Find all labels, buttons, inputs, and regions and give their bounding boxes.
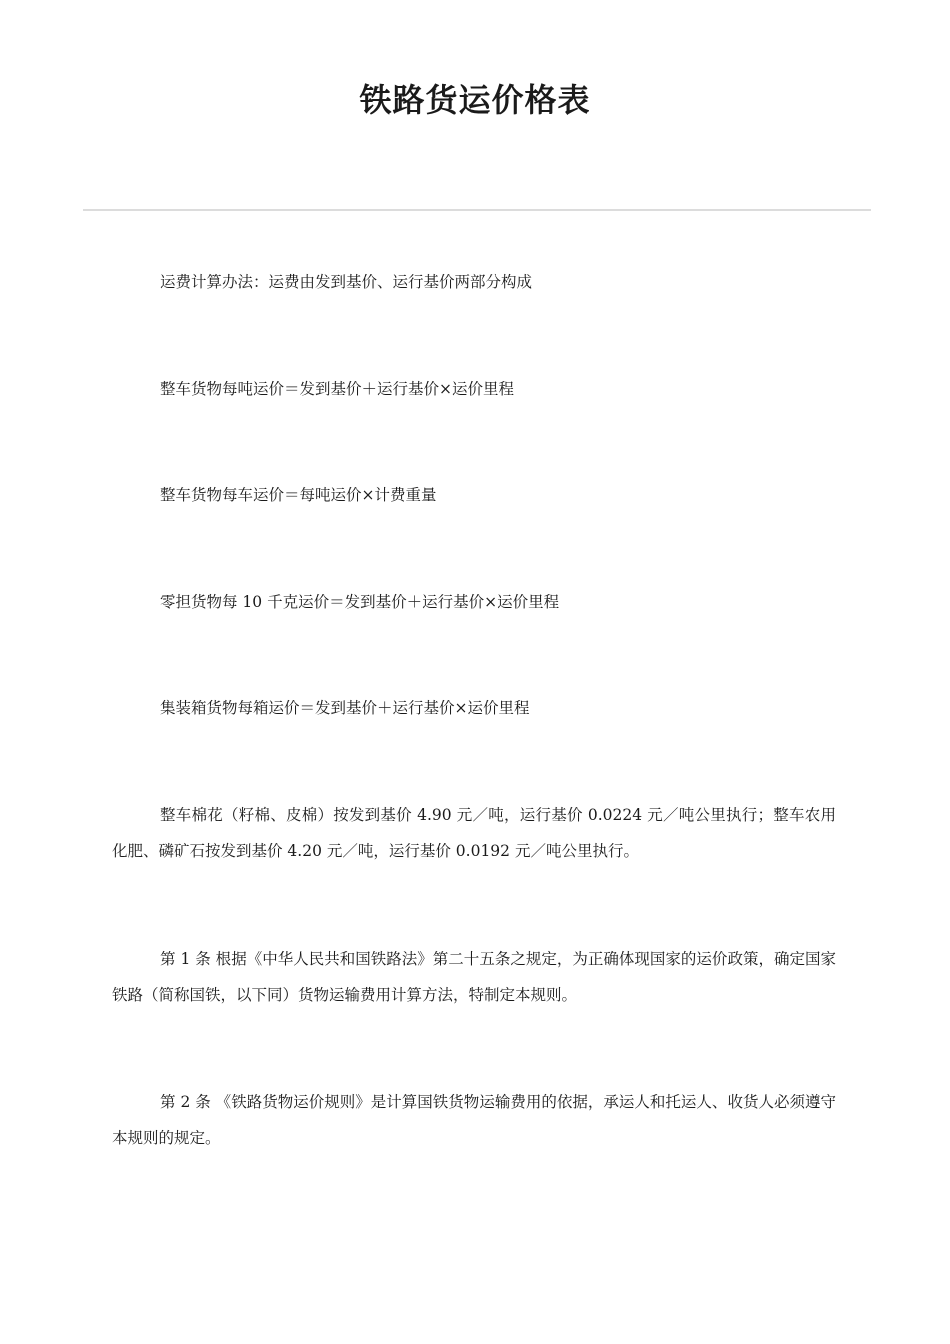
paragraph-article-1: 第 1 条 根据《中华人民共和国铁路法》第二十五条之规定，为正确体现国家的运价政策，确定国家铁路（简称国铁，以下同）货物运输费用计算方法，特制定本规则。 [112, 950, 836, 1004]
paragraph-carload-per-car: 整车货物每车运价＝每吨运价×计费重量 [160, 486, 437, 504]
document-title: 铁路货运价格表 [359, 81, 591, 119]
paragraph-calculation-method: 运费计算办法：运费由发到基价、运行基价两部分构成 [160, 273, 533, 291]
title-divider [83, 209, 871, 211]
paragraph-article-2: 第 2 条 《铁路货物运价规则》是计算国铁货物运输费用的依据，承运人和托运人、收货人必须遵守本规则的规定。 [112, 1093, 836, 1147]
paragraph-container-per-box: 集装箱货物每箱运价＝发到基价＋运行基价×运价里程 [160, 699, 530, 717]
paragraph-special-rates: 整车棉花（籽棉、皮棉）按发到基价 4.90 元／吨，运行基价 0.0224 元／吨公里执行；整车农用化肥、磷矿石按发到基价 4.20 元／吨，运行基价 0.0192 元／吨公里执行。 [112, 806, 836, 860]
paragraph-carload-per-ton: 整车货物每吨运价＝发到基价＋运行基价×运价里程 [160, 380, 514, 398]
paragraph-lcl-per-10kg: 零担货物每 10 千克运价＝发到基价＋运行基价×运价里程 [160, 593, 560, 611]
